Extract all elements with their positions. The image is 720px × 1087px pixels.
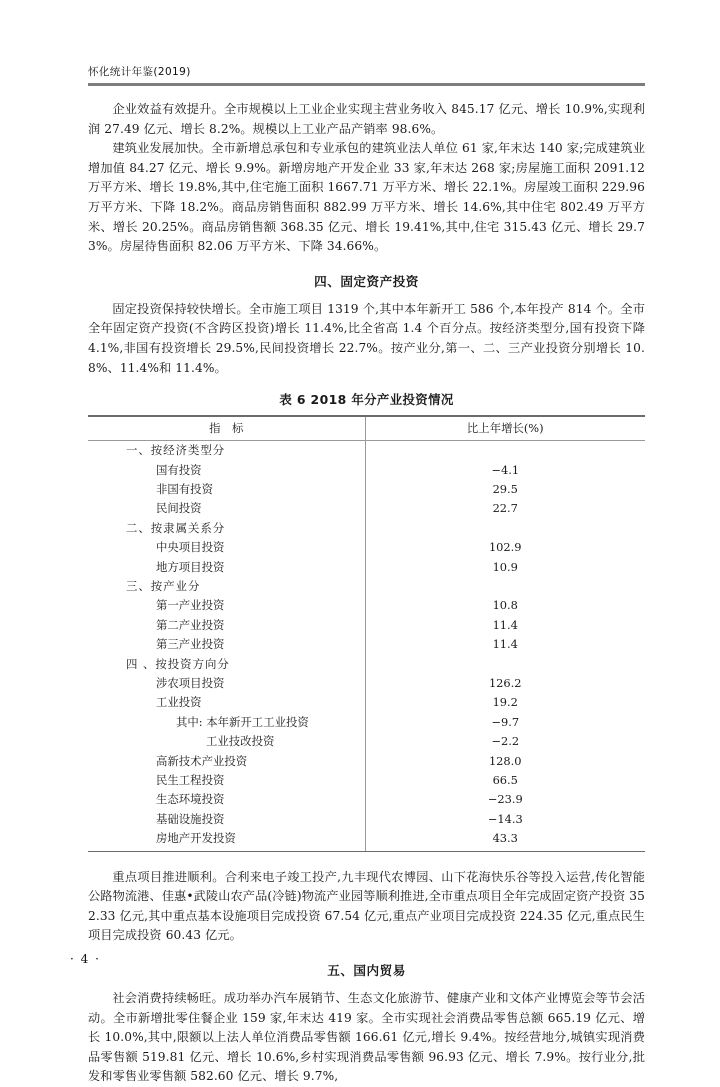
paragraph-key-projects: 重点项目推进顺利。合利来电子竣工投产,九丰现代农博园、山下花海快乐谷等投入运营,传化智能公路物流港、佳惠•武陵山农产品(冷链)物流产业园等顺利推进,全市重点项目全年完成固定资产投资 352.33 亿元,其中重点基本设施项目完成投资 67.54 亿元,重点产业项目完成投资 224.35 亿元,重点民生项目完成投资 60.43 亿元。	[88, 869, 645, 943]
table-row	[88, 713, 645, 732]
paragraph-construction-industry: 建筑业发展加快。全市新增总承包和专业承包的建筑业法人单位 61 家,年末达 140 家;完成建筑业增加值 84.27 亿元、增长 9.9%。新增房地产开发企业 33 家,年末达 268 家;房屋施工面积 2091.12 万平方米、增长 19.8%,其中,住宅施工面积 1667.71 万平方米、增长 22.1%。房屋竣工面积 229.96 万平方米、下降 18.2%。商品房销售面积 882.99 万平方米、增长 14.6%,其中住宅 802.49 万平方米、增长 20.25%。商品房销售额 368.35 亿元、增长 19.41%,其中,住宅 315.43 亿元、增长 29.73%。房屋待售面积 82.06 万平方米、下降 34.66%。	[88, 141, 645, 254]
page-content	[88, 100, 645, 1087]
table-header	[88, 416, 645, 441]
table-row	[88, 558, 645, 577]
row-value: −4.1	[491, 462, 520, 477]
column-header-growth: 比上年增长(%)	[365, 416, 645, 441]
column-header-indicator: 指 标	[88, 416, 365, 441]
row-value	[365, 519, 645, 538]
row-value: 10.9	[492, 559, 518, 574]
paragraph-fixed-investment-growth: 固定投资保持较快增长。全市施工项目 1319 个,其中本年新开工 586 个,本年投产 814 个。全市全年固定资产投资(不含跨区投资)增长 11.4%,比全省高 1.4 个百分点。按经济类型分,国有投资下降 4.1%,非国有投资增长 29.5%,民间投资增长 22.7%。按产业分,第一、二、三产业投资分别增长 10.8%、11.4%和 11.4%。	[88, 301, 645, 375]
paragraph-enterprise-efficiency: 企业效益有效提升。全市规模以上工业企业实现主营业务收入 845.17 亿元、增长 10.9%,实现利润 27.49 亿元、增长 8.2%。规模以上工业产品产销率 98.6%。	[88, 102, 645, 136]
table-row	[88, 674, 645, 693]
row-value: −23.9	[487, 792, 523, 807]
section-heading-domestic-trade: 五、国内贸易	[327, 963, 406, 979]
row-label: 工业投资	[88, 693, 365, 712]
table-row	[88, 693, 645, 712]
table-row	[88, 732, 645, 751]
table-row	[88, 596, 645, 615]
table-row	[88, 810, 645, 829]
row-value: 22.7	[492, 501, 518, 516]
running-header	[88, 66, 645, 86]
row-value	[365, 655, 645, 674]
table-row	[88, 480, 645, 499]
page-number-footer: · 4 ·	[70, 952, 101, 966]
table-row	[88, 616, 645, 635]
row-value: 102.9	[488, 540, 522, 555]
table-row	[88, 655, 645, 674]
table-row	[88, 499, 645, 518]
table-caption: 表 6 2018 年分产业投资情况	[279, 392, 454, 408]
table-row	[88, 519, 645, 538]
row-label: 其中: 本年新开工工业投资	[88, 713, 365, 732]
row-label: 一、按经济类型分	[88, 441, 365, 461]
paragraph-consumption: 社会消费持续畅旺。成功举办汽车展销节、生态文化旅游节、健康产业和文体产业博览会等节会活动。全市新增批零住餐企业 159 家,年末达 419 家。全市实现社会消费品零售总额 665.19 亿元、增长 10.0%,其中,限额以上法人单位消费品零售额 166.61 亿元,增长 9.4%。按经营地分,城镇实现消费品零售额 519.81 亿元、增长 10.6%,乡村实现消费品零售额 96.93 亿元、增长 7.9%。按行业分,批发和零售业零售额 582.60 亿元、增长 9.7%,	[88, 991, 645, 1084]
row-label: 非国有投资	[88, 480, 365, 499]
row-label: 涉农项目投资	[88, 674, 365, 693]
row-label: 二、按隶属关系分	[88, 519, 365, 538]
row-label: 民间投资	[88, 499, 365, 518]
row-label: 生态环境投资	[88, 790, 365, 809]
row-value	[365, 577, 645, 596]
row-label: 三、按产业分	[88, 577, 365, 596]
table-row	[88, 441, 645, 461]
row-label: 民生工程投资	[88, 771, 365, 790]
header-divider-rule	[88, 83, 645, 86]
row-label: 工业技改投资	[88, 732, 365, 751]
table-row	[88, 829, 645, 851]
row-value	[365, 441, 645, 461]
table-row	[88, 752, 645, 771]
row-label: 四 、按投资方向分	[88, 655, 365, 674]
row-label: 地方项目投资	[88, 558, 365, 577]
row-value: −2.2	[491, 734, 520, 749]
row-label: 第一产业投资	[88, 596, 365, 615]
row-label: 基础设施投资	[88, 810, 365, 829]
table-row	[88, 790, 645, 809]
row-label: 国有投资	[88, 461, 365, 480]
investment-by-industry-table	[88, 415, 645, 852]
table-row	[88, 538, 645, 557]
row-value: 11.4	[492, 617, 518, 632]
row-value: 128.0	[488, 753, 522, 768]
row-value: 11.4	[492, 637, 518, 652]
table-body	[88, 441, 645, 852]
row-value: 66.5	[492, 773, 518, 788]
row-value: −14.3	[487, 811, 523, 826]
running-header-title: 怀化统计年鉴(2019)	[88, 66, 191, 78]
table-row	[88, 461, 645, 480]
table-row	[88, 577, 645, 596]
table-row	[88, 771, 645, 790]
row-value: 10.8	[492, 598, 518, 613]
row-value: 19.2	[492, 695, 518, 710]
row-value: 43.3	[365, 829, 645, 851]
row-value: −9.7	[491, 714, 520, 729]
row-value: 126.2	[488, 676, 522, 690]
row-label: 房地产开发投资	[88, 829, 365, 851]
row-label: 第三产业投资	[88, 635, 365, 654]
row-label: 中央项目投资	[88, 538, 365, 557]
row-label: 高新技术产业投资	[88, 752, 365, 771]
table-row	[88, 635, 645, 654]
row-label: 第二产业投资	[88, 616, 365, 635]
section-heading-fixed-asset-investment: 四、固定资产投资	[314, 273, 419, 289]
row-value: 29.5	[492, 481, 518, 496]
